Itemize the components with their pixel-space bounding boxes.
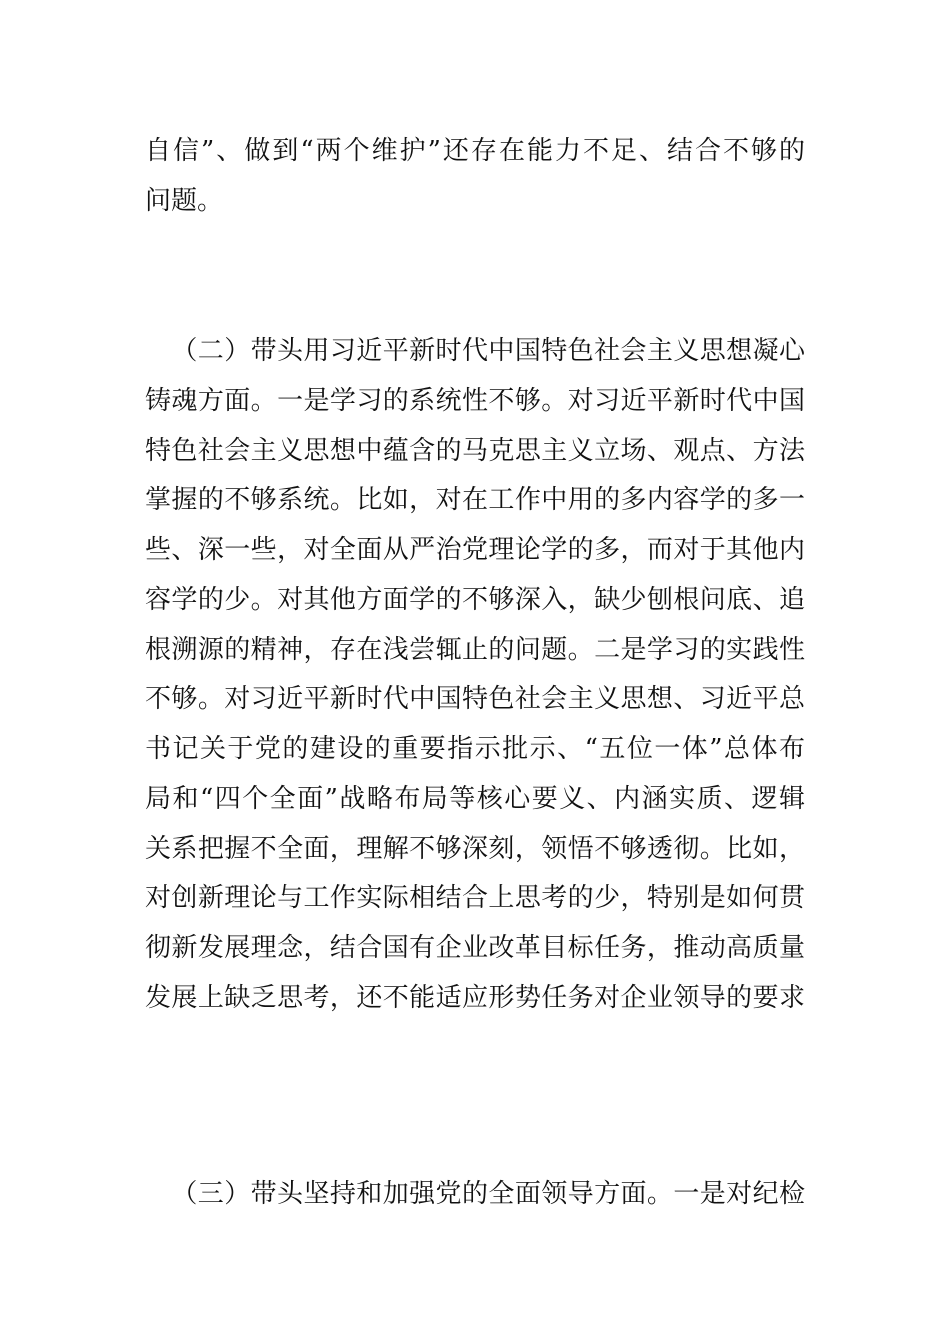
paragraph-continued <box>145 127 805 227</box>
section-heading-line: （三）带头坚持和加强党的全面领导方面。一是对纪检 <box>171 1179 805 1209</box>
text-line: 发展上缺乏思考，还不能适应形势任务对企业领导的要求 <box>145 982 805 1013</box>
text-line: 特色社会主义思想中蕴含的马克思主义立场、观点、方法 <box>145 435 805 466</box>
text-line: 对创新理论与工作实际相结合上思考的少，特别是如何贯 <box>145 883 805 914</box>
text-line: 铸魂方面。一是学习的系统性不够。对习近平新时代中国 <box>145 385 805 416</box>
text-line: 关系把握不全面，理解不够深刻，领悟不够透彻。比如， <box>145 833 805 864</box>
text-line: 容学的少。对其他方面学的不够深入，缺少刨根问底、追 <box>145 584 805 615</box>
paragraph-section-2 <box>145 327 805 1024</box>
text-line: 根溯源的精神，存在浅尝辄止的问题。二是学习的实践性 <box>145 634 805 665</box>
text-line: 局和“四个全面”战略布局等核心要义、内涵实质、逻辑 <box>145 783 805 814</box>
text-line: 书记关于党的建设的重要指示批示、“五位一体”总体布 <box>145 734 805 764</box>
text-line: 掌握的不够系统。比如，对在工作中用的多内容学的多一 <box>145 485 805 516</box>
text-line: 彻新发展理念，结合国有企业改革目标任务，推动高质量 <box>145 933 805 963</box>
section-heading-line: （二）带头用习近平新时代中国特色社会主义思想凝心 <box>171 336 805 366</box>
text-line: 自信”、做到“两个维护”还存在能力不足、结合不够的 <box>145 136 805 166</box>
text-line: 问题。 <box>145 185 224 216</box>
text-line: 不够。对习近平新时代中国特色社会主义思想、习近平总 <box>145 684 805 715</box>
text-line: 些、深一些，对全面从严治党理论学的多，而对于其他内 <box>145 535 805 565</box>
paragraph-section-3 <box>145 1170 805 1220</box>
